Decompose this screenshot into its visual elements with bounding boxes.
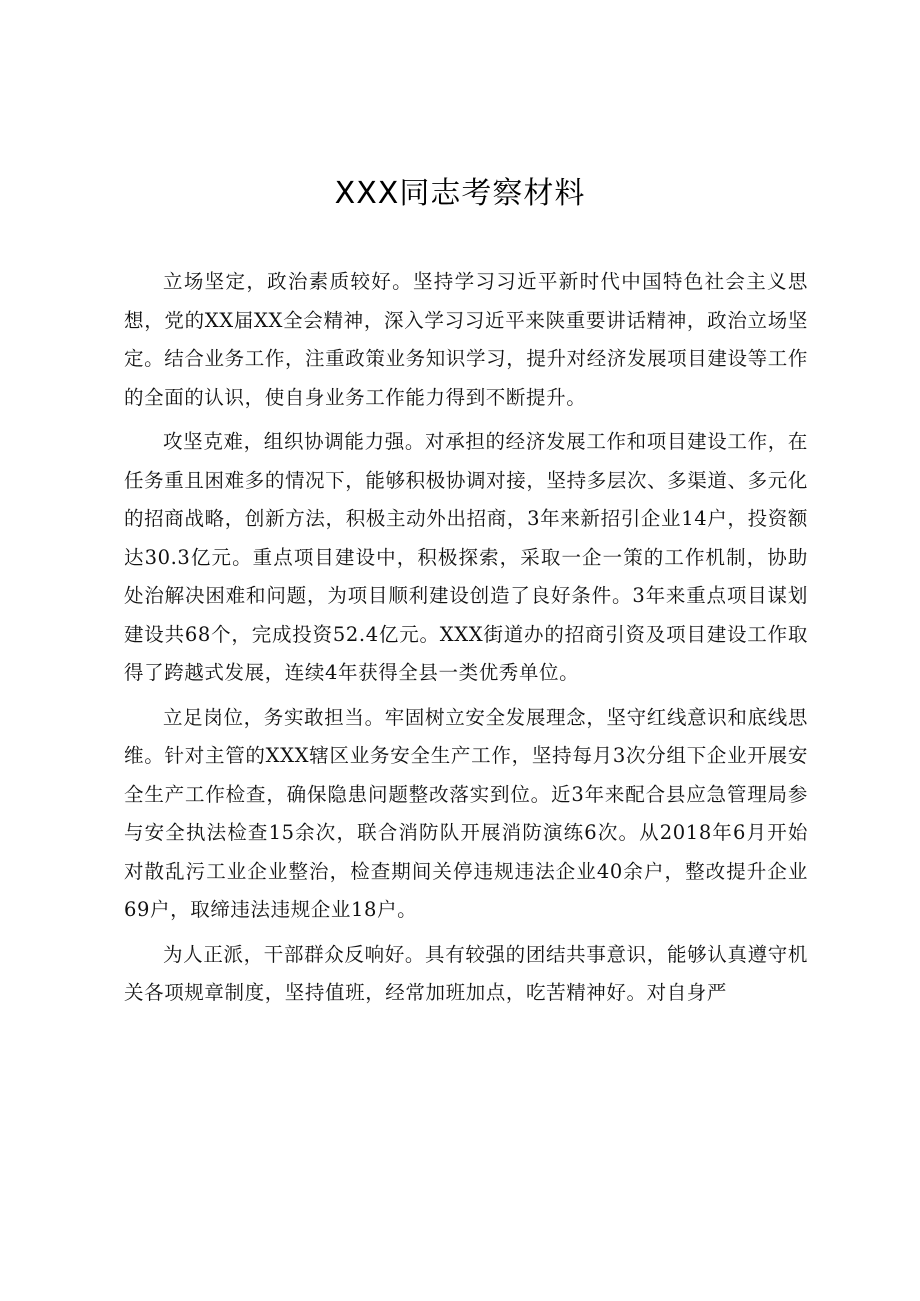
paragraph-coordination: 攻坚克难，组织协调能力强。对承担的经济发展工作和项目建设工作，在任务重且困难多的情况下，能够积极协调对接，坚持多层次、多渠道、多元化的招商战略，创新方法，积极主动外出招商，3年来新招引企业14户，投资额达30.3亿元。重点项目建设中，积极探索，采取一企一策的工作机制，协助处治解决困难和问题，为项目顺利建设创造了良好条件。3年来重点项目谋划建设共68个，完成投资52.4亿元。XXX街道办的招商引资及项目建设工作取得了跨越式发展，连续4年获得全县一类优秀单位。: [124, 430, 808, 684]
document-title: XXX同志考察材料: [334, 176, 586, 211]
document-body: [124, 263, 808, 1013]
paragraph-safety-responsibility: 立足岗位，务实敢担当。牢固树立安全发展理念，坚守红线意识和底线思维。针对主管的XXX辖区业务安全生产工作，坚持每月3次分组下企业开展安全生产工作检查，确保隐患问题整改落实到位。近3年来配合县应急管理局参与安全执法检查15余次，联合消防队开展消防演练6次。从2018年6月开始对散乱污工业企业整治，检查期间关停违规违法企业40余户，整改提升企业69户，取缔违法违规企业18户。: [124, 705, 808, 921]
paragraph-integrity: 为人正派，干部群众反响好。具有较强的团结共事意识，能够认真遵守机关各项规章制度，坚持值班，经常加班加点，吃苦精神好。对自身严: [124, 942, 808, 1004]
paragraph-political-stance: 立场坚定，政治素质较好。坚持学习习近平新时代中国特色社会主义思想，党的XX届XX全会精神，深入学习习近平来陕重要讲话精神，政治立场坚定。结合业务工作，注重政策业务知识学习，提升对经济发展项目建设等工作的全面的认识，使自身业务工作能力得到不断提升。: [124, 270, 808, 409]
